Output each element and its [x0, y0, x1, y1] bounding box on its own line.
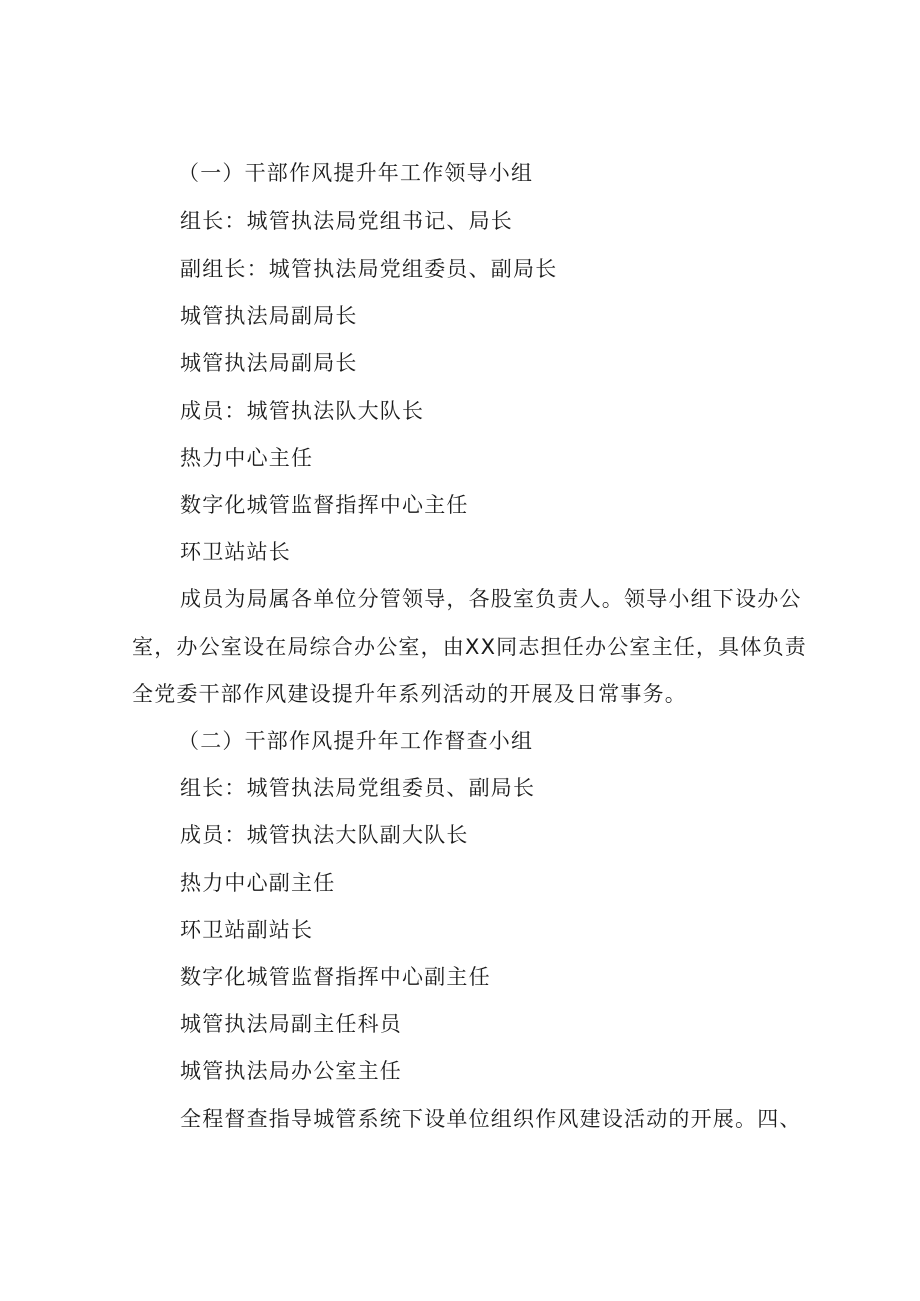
paragraph-line: 全程督查指导城管系统下设单位组织作风建设活动的开展。四、 [180, 1107, 802, 1131]
member-line: 副组长：城管执法局党组委员、副局长 [180, 257, 558, 281]
paragraph-line: 全党委干部作风建设提升年系列活动的开展及日常事务。 [132, 682, 687, 706]
member-line: 城管执法局副局长 [180, 304, 358, 328]
member-line: 城管执法局办公室主任 [180, 1059, 402, 1083]
member-line: 组长：城管执法局党组委员、副局长 [180, 776, 536, 800]
member-line: 组长：城管执法局党组书记、局长 [180, 209, 513, 233]
paragraph-line: 成员为局属各单位分管领导，各股室负责人。领导小组下设办公 [180, 587, 802, 611]
member-line: 成员：城管执法大队副大队长 [180, 823, 469, 847]
section-heading: （一）干部作风提升年工作领导小组 [178, 161, 534, 185]
member-line: 环卫站副站长 [180, 918, 314, 942]
member-line: 热力中心主任 [180, 446, 314, 470]
member-line: 环卫站站长 [180, 540, 291, 564]
member-line: 数字化城管监督指挥中心副主任 [180, 965, 491, 989]
section-heading: （二）干部作风提升年工作督查小组 [178, 729, 534, 753]
member-line: 城管执法局副局长 [180, 351, 358, 375]
member-line: 热力中心副主任 [180, 871, 336, 895]
member-line: 数字化城管监督指挥中心主任 [180, 493, 469, 517]
member-line: 成员：城管执法队大队长 [180, 399, 425, 423]
paragraph-line: 室，办公室设在局综合办公室，由XX同志担任办公室主任，具体负责 [132, 635, 807, 659]
member-line: 城管执法局副主任科员 [180, 1012, 402, 1036]
